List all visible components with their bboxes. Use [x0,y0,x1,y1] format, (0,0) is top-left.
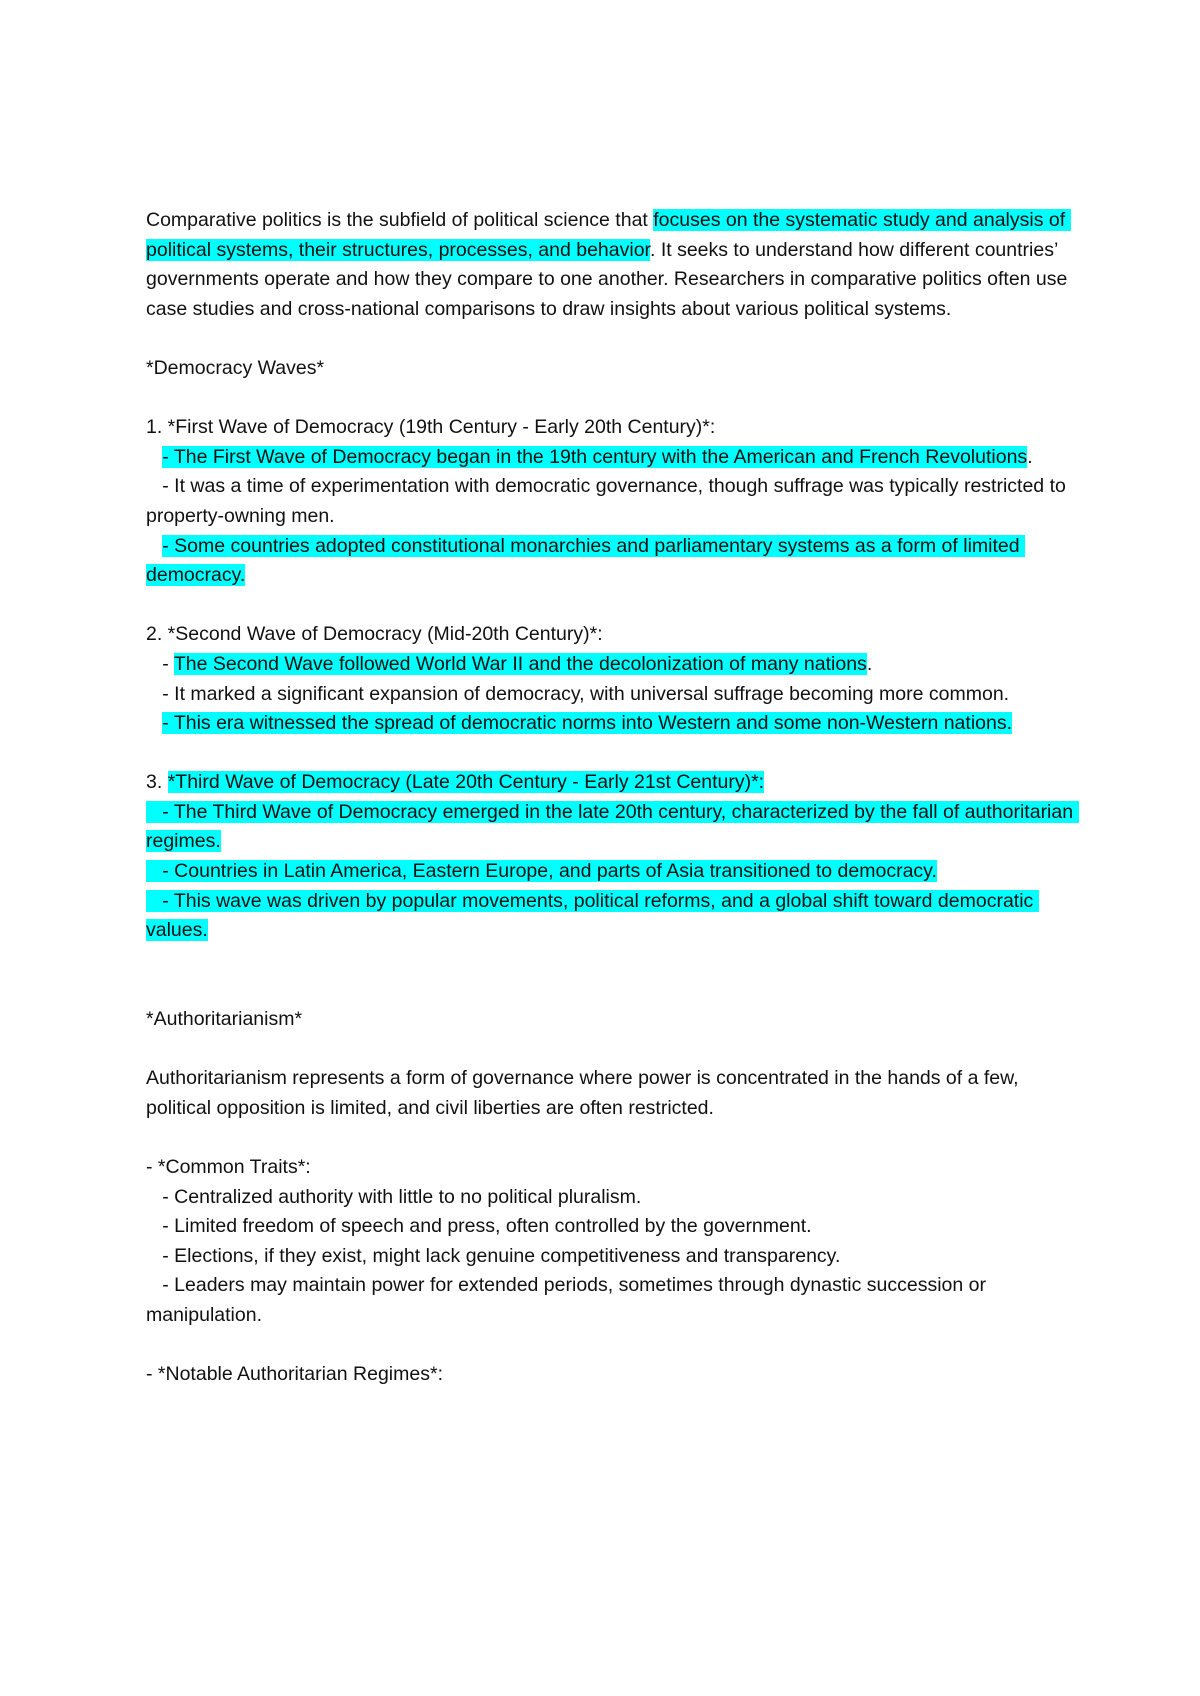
wave2-point-1-tail: . [866,652,873,675]
wave2-heading: 2. *Second Wave of Democracy (Mid-20th Century)*: [146,623,603,646]
wave1-point-3-highlight: - Some countries adopted constitutional monarchies and parliamentary systems as a form of limited democracy. [146,534,1026,587]
trait-item: - Elections, if they exist, might lack genuine competitiveness and transparency. [146,1244,841,1267]
blank-line [146,591,1086,621]
wave2-point-1-highlight: The Second Wave followed World War II and the decolonization of many nations [173,652,867,675]
wave1-point-1-indent [146,446,162,468]
wave2-point-1 [146,650,1086,680]
wave2-point-3-highlight: - This era witnessed the spread of democratic norms into Western and some non-Western nations. [162,712,1013,735]
wave3-point-3-highlight: - This wave was driven by popular movements, political reforms, and a global shift toward democratic values. [146,889,1039,942]
traits-heading: - *Common Traits*: [146,1156,311,1178]
blank-line [146,1035,1086,1065]
authoritarianism-definition: Authoritarianism represents a form of governance where power is concentrated in the hands of a few, political opposition is limited, and civil liberties are often restricted. [146,1067,1024,1119]
wave1-point-1-highlight: - The First Wave of Democracy began in the 19th century with the American and French Revolutions [162,445,1028,468]
wave2-point-3-indent [146,712,162,734]
wave3-heading-prefix: 3. [146,771,168,794]
trait-item: - Leaders may maintain power for extended periods, sometimes through dynastic succession or manipulation. [146,1274,992,1326]
wave2-point-1-indent: - [146,652,174,675]
intro-text-continued: . It seeks to understand how different countries’ governments operate and how they compare to one another. Researchers in comparative politics often use case studies and cross-national comparisons to draw insights about various political systems. [146,238,1073,320]
wave3-point-2 [146,857,1086,887]
intro-paragraph [146,206,1086,324]
intro-highlight: focuses on the systematic study and analysis of political systems, their structures, processes, and behavior [146,209,1071,261]
blank-line [146,1331,1086,1361]
blank-line [146,975,1086,1005]
blank-line [146,739,1086,769]
trait-item: - Limited freedom of speech and press, often controlled by the government. [146,1215,812,1238]
wave3-heading-highlight: *Third Wave of Democracy (Late 20th Century - Early 21st Century)*: [167,771,765,794]
wave1-point-3 [146,532,1086,591]
trait-item: - Centralized authority with little to no political pluralism. [146,1185,642,1208]
wave3-point-1 [146,798,1086,857]
section-heading-authoritarianism: *Authoritarianism* [146,1008,303,1031]
blank-line [146,384,1086,414]
wave1-point-2: - It was a time of experimentation with democratic governance, though suffrage was typically restricted to property-owning men. [146,475,1072,527]
wave1-heading: 1. *First Wave of Democracy (19th Century - Early 20th Century)*: [146,416,716,439]
blank-line [146,946,1086,976]
wave1-point-3-indent [146,535,162,557]
intro-text: Comparative politics is the subfield of political science that [146,209,654,231]
wave3-point-2-highlight: - Countries in Latin America, Eastern Europe, and parts of Asia transitioned to democracy. [146,860,937,883]
wave1-point-1 [146,443,1086,473]
wave1-point-1-tail: . [1027,445,1033,468]
wave2-point-2: - It marked a significant expansion of democracy, with universal suffrage becoming more common. [146,682,1010,705]
wave3-point-1-highlight: - The Third Wave of Democracy emerged in the late 20th century, characterized by the fall of authoritarian regimes. [146,800,1079,853]
blank-line [146,324,1086,354]
regimes-heading: - *Notable Authoritarian Regimes*: [146,1363,443,1386]
wave3-heading [146,768,1086,798]
wave3-point-3 [146,887,1086,946]
blank-line [146,1123,1086,1153]
section-heading-democracy-waves: *Democracy Waves* [146,356,325,379]
document-page [146,206,1086,1390]
wave2-point-3 [146,709,1086,739]
